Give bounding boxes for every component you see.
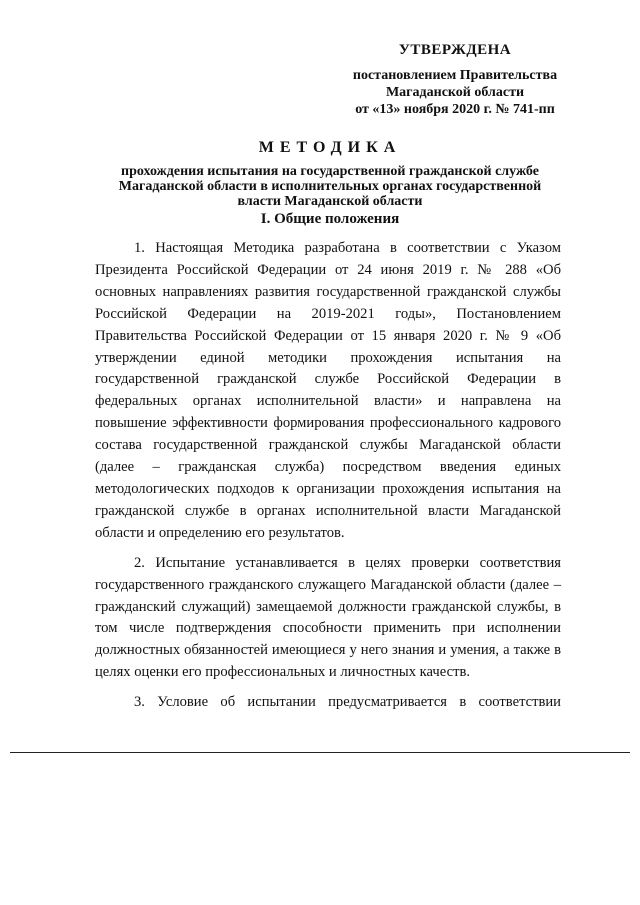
section-heading: I. Общие положения <box>260 211 400 227</box>
page-bottom-rule <box>10 752 630 753</box>
approval-title: УТВЕРЖДЕНА <box>398 42 512 58</box>
approval-line: постановлением Правительства <box>352 68 558 83</box>
document-subtitle-line: прохождения испытания на государственной гражданской службе <box>121 164 539 179</box>
paragraph-2: 2. Испытание устанавливается в целях проверки соответствия государственного гражданского служащего Магаданской области (далее – гражданский служащий) замещаемой должности гражданской службы, в том числе подтверждения способности применить при исполнении должностных обязанностей имеющиеся у него знания и умения, а также в целях оценки его профессиональных и личностных качеств. <box>95 554 561 681</box>
document-title: МЕТОДИКА <box>258 139 402 156</box>
document-subtitle-line: власти Магаданской области <box>237 194 423 209</box>
approval-line: от «13» ноября 2020 г. № 741-пп <box>355 102 555 117</box>
approval-stamp <box>330 42 580 118</box>
document-title-block <box>100 138 560 209</box>
document-body <box>95 238 561 722</box>
paragraph-1: 1. Настоящая Методика разработана в соответствии с Указом Президента Российской Федерации от 24 июня 2019 г. № 288 «Об основных направлениях развития государственной гражданской службы Российской Федерации на 2019-2021 годы», Постановлением Правительства Российской Федерации от 15 января 2020 г. № 9 «Об утверждении единой методики прохождения испытания на государственной гражданской службе Российской Федерации в федеральных органах исполнительной власти» и направлена на повышение эффективности формирования профессионального кадрового состава государственной гражданской службы Магаданской области (далее – гражданская служба) посредством введения единых методологических подходов к организации прохождения испытания на гражданской службе в органах исполнительной власти Магаданской области и определению его результатов. <box>95 240 561 541</box>
document-subtitle-line: Магаданской области в исполнительных органах государственной <box>118 179 542 194</box>
paragraph-3: 3. Условие об испытании предусматривается в соответствии <box>134 694 561 711</box>
approval-line: Магаданской области <box>385 85 525 100</box>
